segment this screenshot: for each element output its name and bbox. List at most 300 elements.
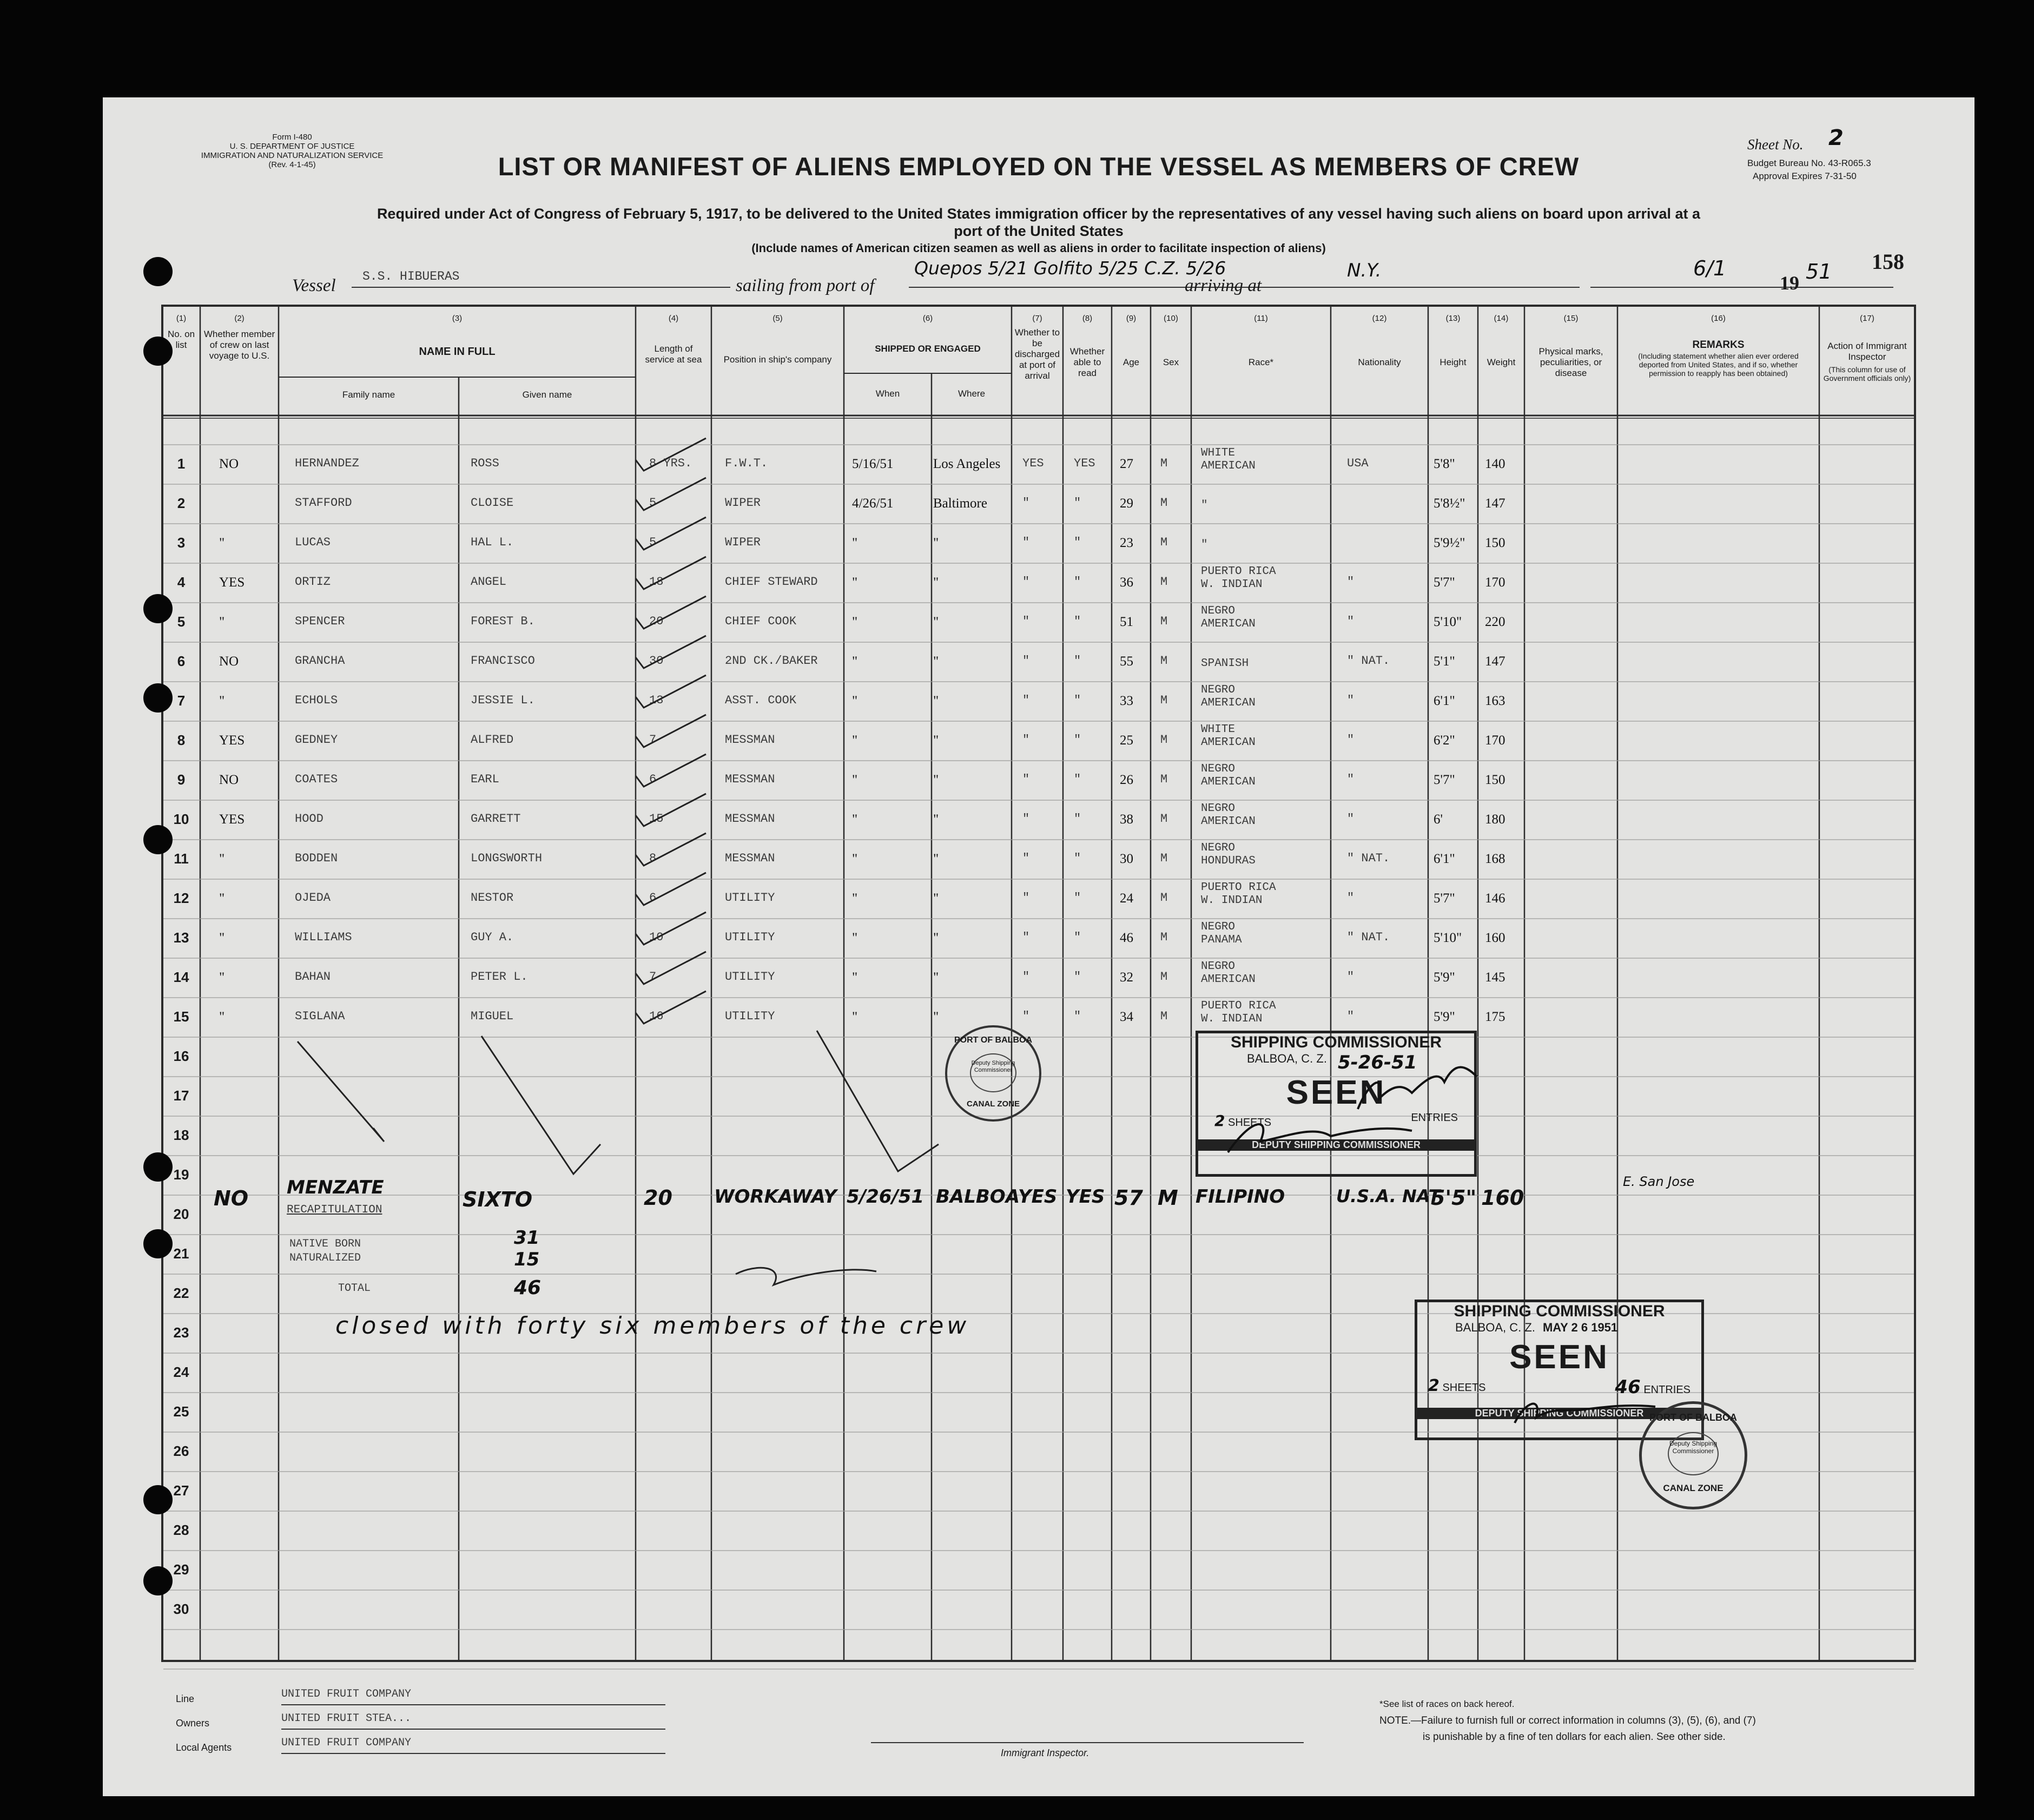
- row-last: ": [219, 852, 225, 866]
- row-disch: ": [1022, 773, 1030, 786]
- row-last: NO: [219, 457, 239, 471]
- col11-header: Race*: [1248, 357, 1274, 367]
- binder-hole: [143, 1229, 173, 1258]
- col11-number: (11): [1254, 314, 1268, 323]
- row-where: ": [933, 891, 939, 906]
- col3-number: (3): [452, 314, 463, 323]
- row-given: EARL: [471, 773, 499, 786]
- col1-header: No. on list: [167, 329, 195, 350]
- row-position: ASST. COOK: [725, 694, 797, 707]
- row-number: 11: [174, 850, 189, 867]
- row-where: ": [933, 575, 939, 590]
- row-service: 6: [649, 773, 657, 786]
- row-given: ROSS: [471, 457, 499, 470]
- row-position: UTILITY: [725, 1010, 775, 1023]
- row-number: 7: [177, 693, 186, 709]
- recap-title: RECAPITULATION: [287, 1204, 382, 1216]
- arriving-port: N.Y.: [1347, 260, 1382, 281]
- col17-header: Action of Immigrant Inspector: [1827, 341, 1907, 362]
- row-race1: NEGRO: [1201, 960, 1236, 973]
- row-nat: " NAT.: [1347, 931, 1390, 944]
- row-race2: AMERICAN: [1201, 815, 1256, 828]
- row-nat: ": [1347, 891, 1355, 905]
- row-family: BODDEN: [295, 852, 338, 865]
- row-given: FRANCISCO: [471, 654, 535, 668]
- binder-hole: [143, 257, 173, 286]
- row-last: YES: [219, 812, 245, 827]
- col14-header: Weight: [1487, 357, 1516, 367]
- row-position: F.W.T.: [725, 457, 768, 470]
- row-where: Los Angeles: [933, 457, 1001, 471]
- row-race1: PUERTO RICA: [1201, 881, 1276, 894]
- binder-hole: [143, 683, 173, 713]
- footer-owners-value: UNITED FRUIT STEA...: [281, 1712, 412, 1725]
- row-last: ": [219, 891, 225, 906]
- row-when: ": [852, 654, 858, 669]
- seal2-center: Deputy Shipping Commissioner: [1668, 1432, 1719, 1475]
- binder-hole: [143, 337, 173, 366]
- row-read: ": [1074, 654, 1081, 668]
- row-position: MESSMAN: [725, 852, 775, 865]
- row-weight: 147: [1485, 496, 1505, 511]
- row-sex: M: [1160, 733, 1168, 747]
- stamp2-sheets-value: 2: [1428, 1376, 1439, 1395]
- arriving-label: arriving at: [1185, 276, 1262, 295]
- row-where: ": [933, 812, 939, 827]
- footer-agents-value: UNITED FRUIT COMPANY: [281, 1737, 412, 1749]
- row-race2: AMERICAN: [1201, 618, 1256, 630]
- year-prefix: 19: [1780, 272, 1799, 294]
- row-height: 5'9½": [1434, 536, 1465, 550]
- row-race1: WHITE: [1201, 447, 1236, 459]
- row-nat: ": [1347, 970, 1355, 984]
- row-race2: AMERICAN: [1201, 973, 1256, 986]
- footer-owners-underline: [281, 1729, 665, 1730]
- row-position: CHIEF COOK: [725, 615, 797, 628]
- row-read: ": [1074, 733, 1081, 747]
- stamp2-date: MAY 2 6 1951: [1542, 1321, 1618, 1334]
- seal1-top: PORT OF BALBOA: [954, 1036, 1032, 1045]
- row-sex: M: [1160, 496, 1168, 510]
- row-disch: ": [1022, 615, 1030, 628]
- row-race2: W. INDIAN: [1201, 894, 1263, 907]
- col17-note: (This column for use of Government officials only): [1823, 365, 1911, 383]
- row-family: HERNANDEZ: [295, 457, 359, 470]
- row-family: SIGLANA: [295, 1010, 345, 1023]
- row-number: 26: [173, 1443, 189, 1459]
- row-nat: USA: [1347, 457, 1369, 470]
- row-family: WILLIAMS: [295, 931, 352, 944]
- row-sex: M: [1160, 773, 1168, 786]
- row-weight: 145: [1485, 970, 1505, 985]
- row-read: ": [1074, 970, 1081, 984]
- col13-number: (13): [1445, 314, 1461, 323]
- check-mark: [636, 912, 706, 945]
- row-service: 7: [649, 733, 657, 747]
- page-number: 158: [1872, 249, 1904, 274]
- seal2-top: PORT OF BALBOA: [1649, 1412, 1737, 1423]
- stamp2-location-row: [1417, 1321, 1701, 1335]
- row20-given: SIXTO: [463, 1188, 533, 1211]
- stamp1-sheets-label: SHEETS: [1228, 1117, 1272, 1129]
- col7-header: Whether to be discharged at port of arrival: [1014, 327, 1060, 381]
- row-age: 27: [1120, 457, 1133, 471]
- row-height: 5'7": [1434, 575, 1455, 590]
- row-number: 24: [173, 1364, 189, 1380]
- row-number: 22: [173, 1285, 189, 1301]
- row-weight: 160: [1485, 931, 1505, 945]
- row-service: 5: [649, 536, 657, 549]
- recap-naturalized-label: NATURALIZED: [289, 1252, 361, 1264]
- col16-header: REMARKS: [1692, 339, 1745, 351]
- row-read: ": [1074, 773, 1081, 786]
- row-weight: 163: [1485, 694, 1505, 708]
- row-race2: HONDURAS: [1201, 855, 1256, 867]
- row-number: 3: [177, 535, 186, 551]
- row-family: BAHAN: [295, 970, 331, 984]
- row-last: ": [219, 615, 225, 629]
- row20-discharged: YES: [1018, 1186, 1058, 1208]
- row-height: 5'9": [1434, 1010, 1455, 1024]
- check-mark: [636, 478, 706, 510]
- row-given: LONGSWORTH: [471, 852, 543, 865]
- row-last: ": [219, 536, 225, 550]
- sailing-port: Quepos 5/21 Golfito 5/25 C.Z. 5/26: [914, 258, 1226, 279]
- row-age: 36: [1120, 575, 1133, 590]
- row-sex: M: [1160, 654, 1168, 668]
- row-given: PETER L.: [471, 970, 528, 984]
- row-position: MESSMAN: [725, 773, 775, 786]
- col9-number: (9): [1126, 314, 1137, 323]
- row-given: ALFRED: [471, 733, 514, 747]
- row-number: 10: [173, 811, 189, 827]
- binder-hole: [143, 1485, 173, 1514]
- row-where: ": [933, 852, 939, 866]
- row-number: 2: [177, 495, 186, 511]
- row-age: 25: [1120, 733, 1133, 748]
- row-disch: ": [1022, 694, 1030, 707]
- seal1-bottom: CANAL ZONE: [966, 1099, 1020, 1109]
- stamp1-title: SHIPPING COMMISSIONER: [1230, 1033, 1442, 1051]
- row-read: ": [1074, 812, 1081, 826]
- col10-number: (10): [1164, 314, 1178, 323]
- row20-sex: M: [1158, 1186, 1178, 1210]
- stamp1-sheets-value: 2: [1214, 1112, 1225, 1130]
- row-race2: W. INDIAN: [1201, 578, 1263, 591]
- row-weight: 150: [1485, 773, 1505, 787]
- row-where: ": [933, 970, 939, 985]
- row-age: 34: [1120, 1010, 1133, 1024]
- row-when: ": [852, 1010, 858, 1024]
- arrival-date: 6/1: [1693, 256, 1727, 280]
- row-race1: PUERTO RICA: [1201, 1000, 1276, 1012]
- col3-header: NAME IN FULL: [419, 346, 496, 358]
- col13-header: Height: [1439, 357, 1467, 367]
- row-disch: ": [1022, 931, 1030, 944]
- row-height: 5'10": [1434, 615, 1462, 629]
- stamp2-deputy: DEPUTY SHIPPING COMMISSIONER: [1417, 1408, 1701, 1419]
- row-number: 12: [173, 890, 189, 906]
- row20-weight: 160: [1481, 1186, 1524, 1210]
- row-age: 38: [1120, 812, 1133, 827]
- row20-nationality: U.S.A. NAT: [1336, 1186, 1441, 1206]
- port-seal-2: [1639, 1401, 1747, 1509]
- subtitle-include: (Include names of American citizen seamen as well as aliens in order to facilitate inspection of aliens): [751, 241, 1326, 255]
- year-suffix: 51: [1806, 260, 1832, 283]
- row-race2: AMERICAN: [1201, 697, 1256, 709]
- row-where: ": [933, 773, 939, 787]
- row-family: GRANCHA: [295, 654, 345, 668]
- row-last: ": [219, 970, 225, 985]
- row-race2: ": [1201, 499, 1208, 512]
- row-when: ": [852, 615, 858, 629]
- row-read: ": [1074, 615, 1081, 628]
- row20-last-voyage: NO: [214, 1186, 249, 1210]
- check-mark: [636, 952, 706, 984]
- row-sex: M: [1160, 457, 1168, 470]
- footer-agents-label: Local Agents: [176, 1742, 232, 1753]
- stamp2-title: SHIPPING COMMISSIONER: [1454, 1302, 1665, 1320]
- check-mark: [636, 636, 706, 668]
- row-disch: ": [1022, 496, 1030, 510]
- row-age: 30: [1120, 852, 1133, 866]
- row-last: YES: [219, 575, 245, 590]
- footer-agents-underline: [281, 1753, 665, 1754]
- row-given: GARRETT: [471, 812, 521, 826]
- binder-hole: [143, 1566, 173, 1595]
- check-mark: [636, 873, 706, 905]
- row20-position: WORKAWAY: [714, 1186, 837, 1208]
- row-where: ": [933, 1010, 939, 1024]
- row-given: ANGEL: [471, 575, 507, 589]
- row-sex: M: [1160, 970, 1168, 984]
- row-age: 26: [1120, 773, 1133, 787]
- row-number: 13: [173, 929, 189, 946]
- row-height: 5'9": [1434, 970, 1455, 985]
- row20-where: BALBOA: [936, 1186, 1020, 1208]
- row-position: UTILITY: [725, 970, 775, 984]
- check-mark: [636, 715, 706, 747]
- row-family: COATES: [295, 773, 338, 786]
- row-service: 16: [649, 1010, 664, 1023]
- binder-hole: [143, 594, 173, 623]
- row-family: LUCAS: [295, 536, 331, 549]
- row-height: 5'8½": [1434, 496, 1465, 511]
- col14-number: (14): [1494, 314, 1509, 323]
- col2-header: Whether member of crew on last voyage to U.S.: [203, 329, 275, 361]
- col3-family-header: Family name: [342, 390, 395, 400]
- row-race2: AMERICAN: [1201, 736, 1256, 749]
- row-height: 6'1": [1434, 694, 1455, 708]
- row-position: MESSMAN: [725, 812, 775, 826]
- footer-owners-label: Owners: [176, 1718, 210, 1729]
- row-age: 29: [1120, 496, 1133, 511]
- seal2-bottom: CANAL ZONE: [1663, 1483, 1723, 1493]
- row-last: ": [219, 694, 225, 708]
- sheet-number: 2: [1828, 126, 1844, 150]
- row-when: 4/26/51: [852, 496, 894, 511]
- row-given: CLOISE: [471, 496, 514, 510]
- row-when: ": [852, 575, 858, 590]
- col4-number: (4): [668, 314, 679, 323]
- binder-hole: [143, 825, 173, 854]
- row-number: 25: [173, 1403, 189, 1420]
- row-height: 5'10": [1434, 931, 1462, 945]
- seal1-center: Deputy Shipping Commissioner: [970, 1053, 1016, 1092]
- row-disch: ": [1022, 654, 1030, 668]
- row-family: SPENCER: [295, 615, 345, 628]
- row-nat: " NAT.: [1347, 654, 1390, 668]
- stamp1-signature: [1206, 1050, 1488, 1169]
- row-sex: M: [1160, 852, 1168, 865]
- budget-bureau: Budget Bureau No. 43-R065.3: [1747, 158, 1871, 168]
- col8-number: (8): [1082, 314, 1093, 323]
- row-weight: 147: [1485, 654, 1505, 669]
- row-service: 10: [649, 931, 664, 944]
- row-when: ": [852, 773, 858, 787]
- stamp1-deputy: DEPUTY SHIPPING COMMISSIONER: [1198, 1139, 1474, 1151]
- row-when: ": [852, 891, 858, 906]
- row-family: HOOD: [295, 812, 323, 826]
- row-nat: ": [1347, 812, 1355, 826]
- row-last: ": [219, 931, 225, 945]
- row-where: ": [933, 694, 939, 708]
- row-disch: ": [1022, 891, 1030, 905]
- row-family: GEDNEY: [295, 733, 338, 747]
- row20-family: MENZATE: [287, 1177, 384, 1198]
- row-service: 13: [649, 694, 664, 707]
- check-mark: [636, 833, 706, 866]
- row-where: Baltimore: [933, 496, 987, 511]
- row-number: 27: [173, 1482, 189, 1499]
- row-read: ": [1074, 931, 1081, 944]
- row-race1: NEGRO: [1201, 684, 1236, 696]
- row-disch: YES: [1022, 457, 1044, 470]
- row-when: ": [852, 931, 858, 945]
- row-height: 5'8": [1434, 457, 1455, 471]
- row-sex: M: [1160, 812, 1168, 826]
- recap-total-value: 46: [514, 1277, 541, 1299]
- footer-note-penalty-1: NOTE.—Failure to furnish full or correct information in columns (3), (5), (6), and (7): [1379, 1715, 1756, 1726]
- col7-number: (7): [1032, 314, 1042, 323]
- col6-where-header: Where: [957, 388, 986, 399]
- row-when: ": [852, 694, 858, 708]
- row-age: 33: [1120, 694, 1133, 708]
- row-position: WIPER: [725, 536, 761, 549]
- closing-note: closed with forty six members of the crew: [335, 1312, 970, 1340]
- row-age: 32: [1120, 970, 1133, 985]
- row-position: CHIEF STEWARD: [725, 575, 818, 589]
- check-mark: [636, 754, 706, 787]
- row-last: NO: [219, 654, 239, 669]
- stamp1-entries-label: ENTRIES: [1411, 1112, 1458, 1124]
- row-nat: ": [1347, 694, 1355, 707]
- col3-given-header: Given name: [522, 390, 572, 400]
- row-sex: M: [1160, 931, 1168, 944]
- row-weight: 220: [1485, 615, 1505, 629]
- col6-when-header: When: [875, 388, 900, 399]
- row-age: 24: [1120, 891, 1133, 906]
- row-age: 55: [1120, 654, 1133, 669]
- row-sex: M: [1160, 694, 1168, 707]
- check-mark: [636, 596, 706, 629]
- row-service: 5: [649, 496, 657, 510]
- row-weight: 170: [1485, 733, 1505, 748]
- row20-race: FILIPINO: [1196, 1186, 1285, 1208]
- row-when: 5/16/51: [852, 457, 894, 471]
- row-race1: NEGRO: [1201, 605, 1236, 617]
- col5-number: (5): [772, 314, 783, 323]
- row-height: 5'7": [1434, 773, 1455, 787]
- col15-header: Physical marks, peculiarities, or disease: [1538, 346, 1603, 378]
- col6-header: SHIPPED OR ENGAGED: [875, 344, 981, 354]
- row-position: WIPER: [725, 496, 761, 510]
- row20-height: 5'5": [1431, 1186, 1477, 1210]
- row-number: 1: [177, 456, 186, 472]
- row-weight: 180: [1485, 812, 1505, 827]
- row-service: 6: [649, 891, 657, 905]
- row-disch: ": [1022, 575, 1030, 589]
- stamp2-seen: SEEN: [1509, 1338, 1609, 1376]
- row-given: HAL L.: [471, 536, 514, 549]
- row-service: 8: [649, 852, 657, 865]
- vessel-name: S.S. HIBUERAS: [362, 269, 460, 283]
- row-number: 30: [173, 1601, 189, 1617]
- footer-line-label: Line: [176, 1693, 195, 1704]
- inspector-signature-line: [871, 1742, 1304, 1743]
- row-last: YES: [219, 733, 245, 748]
- row-weight: 175: [1485, 1010, 1505, 1024]
- row-race2: ": [1201, 539, 1208, 551]
- row-race1: WHITE: [1201, 723, 1236, 736]
- row-disch: ": [1022, 1010, 1030, 1023]
- check-mark: [636, 794, 706, 826]
- row-when: ": [852, 852, 858, 866]
- row-number: 6: [177, 653, 186, 669]
- recap-total-label: TOTAL: [338, 1282, 371, 1295]
- row-read: YES: [1074, 457, 1095, 470]
- row-nat: ": [1347, 615, 1355, 628]
- row-where: ": [933, 931, 939, 945]
- row-sex: M: [1160, 536, 1168, 549]
- col15-number: (15): [1563, 314, 1579, 323]
- row-age: 23: [1120, 536, 1133, 550]
- row-service: 7: [649, 970, 657, 984]
- row-read: ": [1074, 1010, 1081, 1023]
- row-number: 28: [173, 1522, 189, 1538]
- row-race2: W. INDIAN: [1201, 1013, 1263, 1025]
- row-number: 29: [173, 1561, 189, 1578]
- form-number: Form I-480: [272, 133, 312, 142]
- page-title: LIST OR MANIFEST OF ALIENS EMPLOYED ON THE VESSEL AS MEMBERS OF CREW: [498, 152, 1580, 181]
- subtitle-act: Required under Act of Congress of February 5, 1917, to be delivered to the United States immigration officer by the representatives of any vessel having such aliens on board upon arrival at a: [377, 206, 1701, 222]
- row-position: MESSMAN: [725, 733, 775, 747]
- row-weight: 140: [1485, 457, 1505, 471]
- row-given: NESTOR: [471, 891, 514, 905]
- row-read: ": [1074, 891, 1081, 905]
- service-name: IMMIGRATION AND NATURALIZATION SERVICE: [201, 151, 384, 160]
- stamp1-date: 5-26-51: [1337, 1052, 1417, 1073]
- row-race2: SPANISH: [1201, 657, 1249, 670]
- row-service: 30: [649, 654, 664, 668]
- row-weight: 170: [1485, 575, 1505, 590]
- row-position: UTILITY: [725, 891, 775, 905]
- row-when: ": [852, 536, 858, 550]
- row-family: ECHOLS: [295, 694, 338, 707]
- row-disch: ": [1022, 970, 1030, 984]
- row-number: 15: [173, 1008, 189, 1025]
- check-mark: [636, 438, 706, 471]
